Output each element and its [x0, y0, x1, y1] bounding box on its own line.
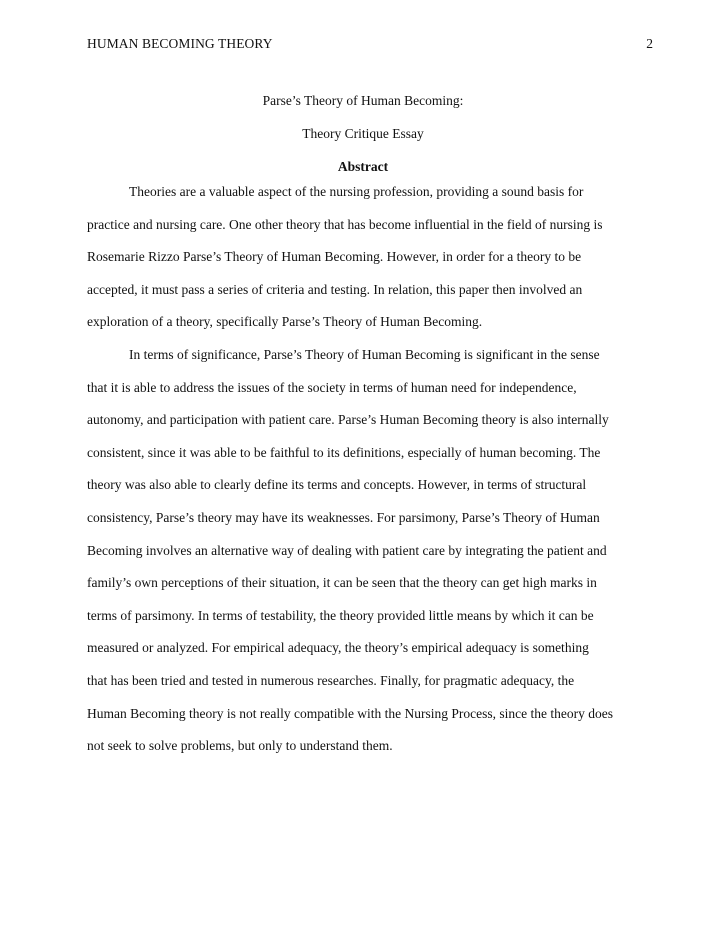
paragraph-2-line-4: consistent, since it was able to be faithful to its definitions, especially of human becoming. The — [87, 444, 601, 460]
paragraph-1-line-4: accepted, it must pass a series of criteria and testing. In relation, this paper then involved an — [87, 281, 583, 297]
paragraph-1-line-2: practice and nursing care. One other theory that has become influential in the field of nursing is — [87, 216, 603, 232]
paragraph-2-line-13: not seek to solve problems, but only to understand them. — [87, 738, 393, 754]
abstract-heading: Abstract — [337, 159, 389, 174]
running-head — [87, 34, 653, 54]
paragraph-2-line-10: measured or analyzed. For empirical adequacy, the theory’s empirical adequacy is something — [87, 640, 589, 656]
paragraph-2-line-3: autonomy, and participation with patient care. Parse’s Human Becoming theory is also internally — [87, 412, 609, 428]
paragraph-2-line-12: Human Becoming theory is not really compatible with the Nursing Process, since the theory does — [87, 705, 614, 721]
paragraph-2-line-8: family’s own perceptions of their situation, it can be seen that the theory can get high marks in — [87, 575, 597, 591]
paper-title: Parse’s Theory of Human Becoming: — [262, 93, 464, 108]
paragraph-2-line-11: that has been tried and tested in numerous researches. Finally, for pragmatic adequacy, the — [87, 672, 575, 688]
paragraph-2-line-5: theory was also able to clearly define its terms and concepts. However, in terms of structural — [87, 477, 587, 493]
paragraph-1-line-3: Rosemarie Rizzo Parse’s Theory of Human Becoming. However, in order for a theory to be — [87, 249, 582, 265]
paragraph-1-line-5: exploration of a theory, specifically Parse’s Theory of Human Becoming. — [87, 314, 483, 330]
paper-subtitle: Theory Critique Essay — [302, 126, 424, 141]
title-block — [87, 84, 639, 183]
paragraph-1-line-1: Theories are a valuable aspect of the nursing profession, providing a sound basis for — [129, 184, 584, 199]
abstract-body — [87, 176, 647, 763]
running-head-title: HUMAN BECOMING THEORY — [87, 36, 273, 51]
paragraph-2-line-1: In terms of significance, Parse’s Theory of Human Becoming is significant in the sense — [129, 346, 600, 362]
paragraph-2-line-2: that it is able to address the issues of the society in terms of human need for independence, — [87, 379, 577, 395]
page-number: 2 — [646, 36, 653, 51]
paragraph-2-line-6: consistency, Parse’s theory may have its weaknesses. For parsimony, Parse’s Theory of Human — [87, 509, 600, 525]
paragraph-2-line-9: terms of parsimony. In terms of testability, the theory provided little means by which it can be — [87, 607, 594, 623]
paragraph-2-line-7: Becoming involves an alternative way of dealing with patient care by integrating the patient and — [87, 542, 607, 558]
